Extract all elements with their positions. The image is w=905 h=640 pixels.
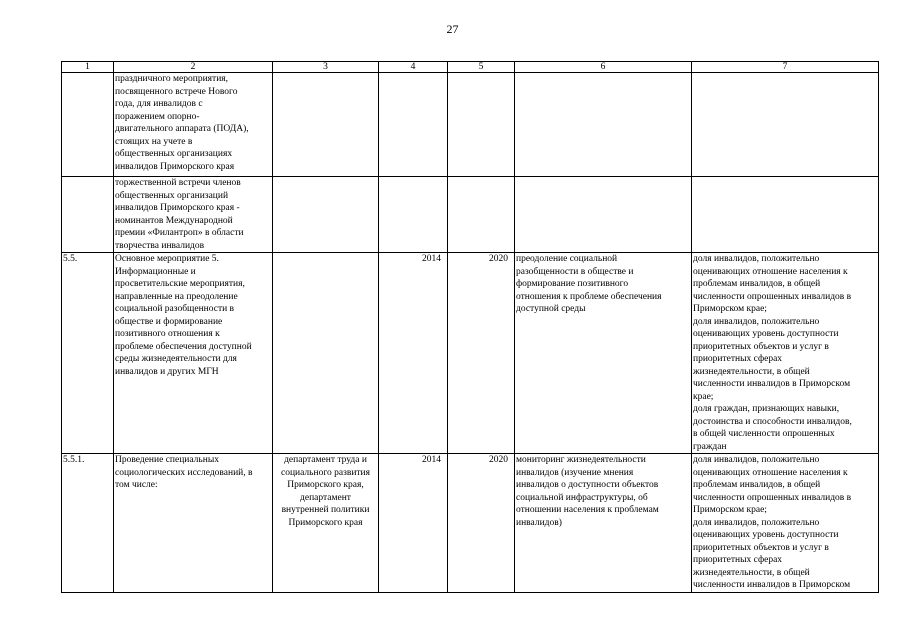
table-row: [62, 73, 879, 177]
column-number: 2: [114, 62, 273, 73]
item-indicator: доля инвалидов, положительно оценивающих отношение населения к проблемам инвалидов, в общей численности опрошенных инвалидов в Приморском крае; доля инвалидов, положительно оценивающих уровень доступности приоритетных объектов и услуг в приоритетных сферах жизнедеятельности, в общей численности инвалидов в Приморском: [692, 454, 879, 593]
page-number: 27: [446, 22, 459, 36]
item-start-year: [379, 73, 448, 177]
column-number: 4: [379, 62, 448, 73]
item-result: мониторинг жизнедеятельности инвалидов (изучение мнения инвалидов о доступности объектов социальной инфраструктуры, об отношении населения к проблемам инвалидов): [515, 454, 692, 593]
column-number: 6: [515, 62, 692, 73]
item-number: [62, 177, 114, 253]
item-indicator: [692, 177, 879, 253]
table-row: [62, 454, 879, 593]
item-number: [62, 73, 114, 177]
item-start-year: 2014: [379, 454, 448, 593]
table-row: [62, 253, 879, 454]
item-executor: департамент труда и социального развития Приморского края, департамент внутренней политики Приморского края: [273, 454, 379, 593]
item-end-year: [448, 177, 515, 253]
item-executor: [273, 177, 379, 253]
item-indicator: [692, 73, 879, 177]
table-row: [62, 177, 879, 253]
column-number: 3: [273, 62, 379, 73]
item-number: 5.5.1.: [62, 454, 114, 593]
program-table: [61, 61, 879, 593]
column-number: 1: [62, 62, 114, 73]
item-end-year: [448, 73, 515, 177]
column-number: 5: [448, 62, 515, 73]
item-result: [515, 177, 692, 253]
column-number-row: [62, 62, 879, 73]
item-number: 5.5.: [62, 253, 114, 454]
item-result: [515, 73, 692, 177]
item-name: торжественной встречи членов общественных организаций инвалидов Приморского края - номинантов Международной премии «Филантроп» в области творчества инвалидов: [114, 177, 273, 253]
item-name: Основное мероприятие 5. Информационные и просветительские мероприятия, направленные на преодоление социальной разобщенности в обществе и формирование позитивного отношения к проблеме обеспечения доступной среды жизнедеятельности для инвалидов и других МГН: [114, 253, 273, 454]
column-number: 7: [692, 62, 879, 73]
item-end-year: 2020: [448, 253, 515, 454]
item-name: праздничного мероприятия, посвященного встрече Нового года, для инвалидов с поражением опорно- двигательного аппарата (ПОДА), стоящих на учете в общественных организациях инвалидов Приморского края: [114, 73, 273, 177]
item-end-year: 2020: [448, 454, 515, 593]
item-indicator: доля инвалидов, положительно оценивающих отношение населения к проблемам инвалидов, в общей численности опрошенных инвалидов в Приморском крае; доля инвалидов, положительно оценивающих уровень доступности приоритетных объектов и услуг в приоритетных сферах жизнедеятельности, в общей численности инвалидов в Приморском крае; доля граждан, признающих навыки, достоинства и способности инвалидов, в общей численности опрошенных граждан: [692, 253, 879, 454]
item-start-year: 2014: [379, 253, 448, 454]
item-executor: [273, 253, 379, 454]
item-executor: [273, 73, 379, 177]
item-start-year: [379, 177, 448, 253]
item-result: преодоление социальной разобщенности в обществе и формирование позитивного отношения к проблеме обеспечения доступной среды: [515, 253, 692, 454]
item-name: Проведение специальных социологических исследований, в том числе:: [114, 454, 273, 593]
